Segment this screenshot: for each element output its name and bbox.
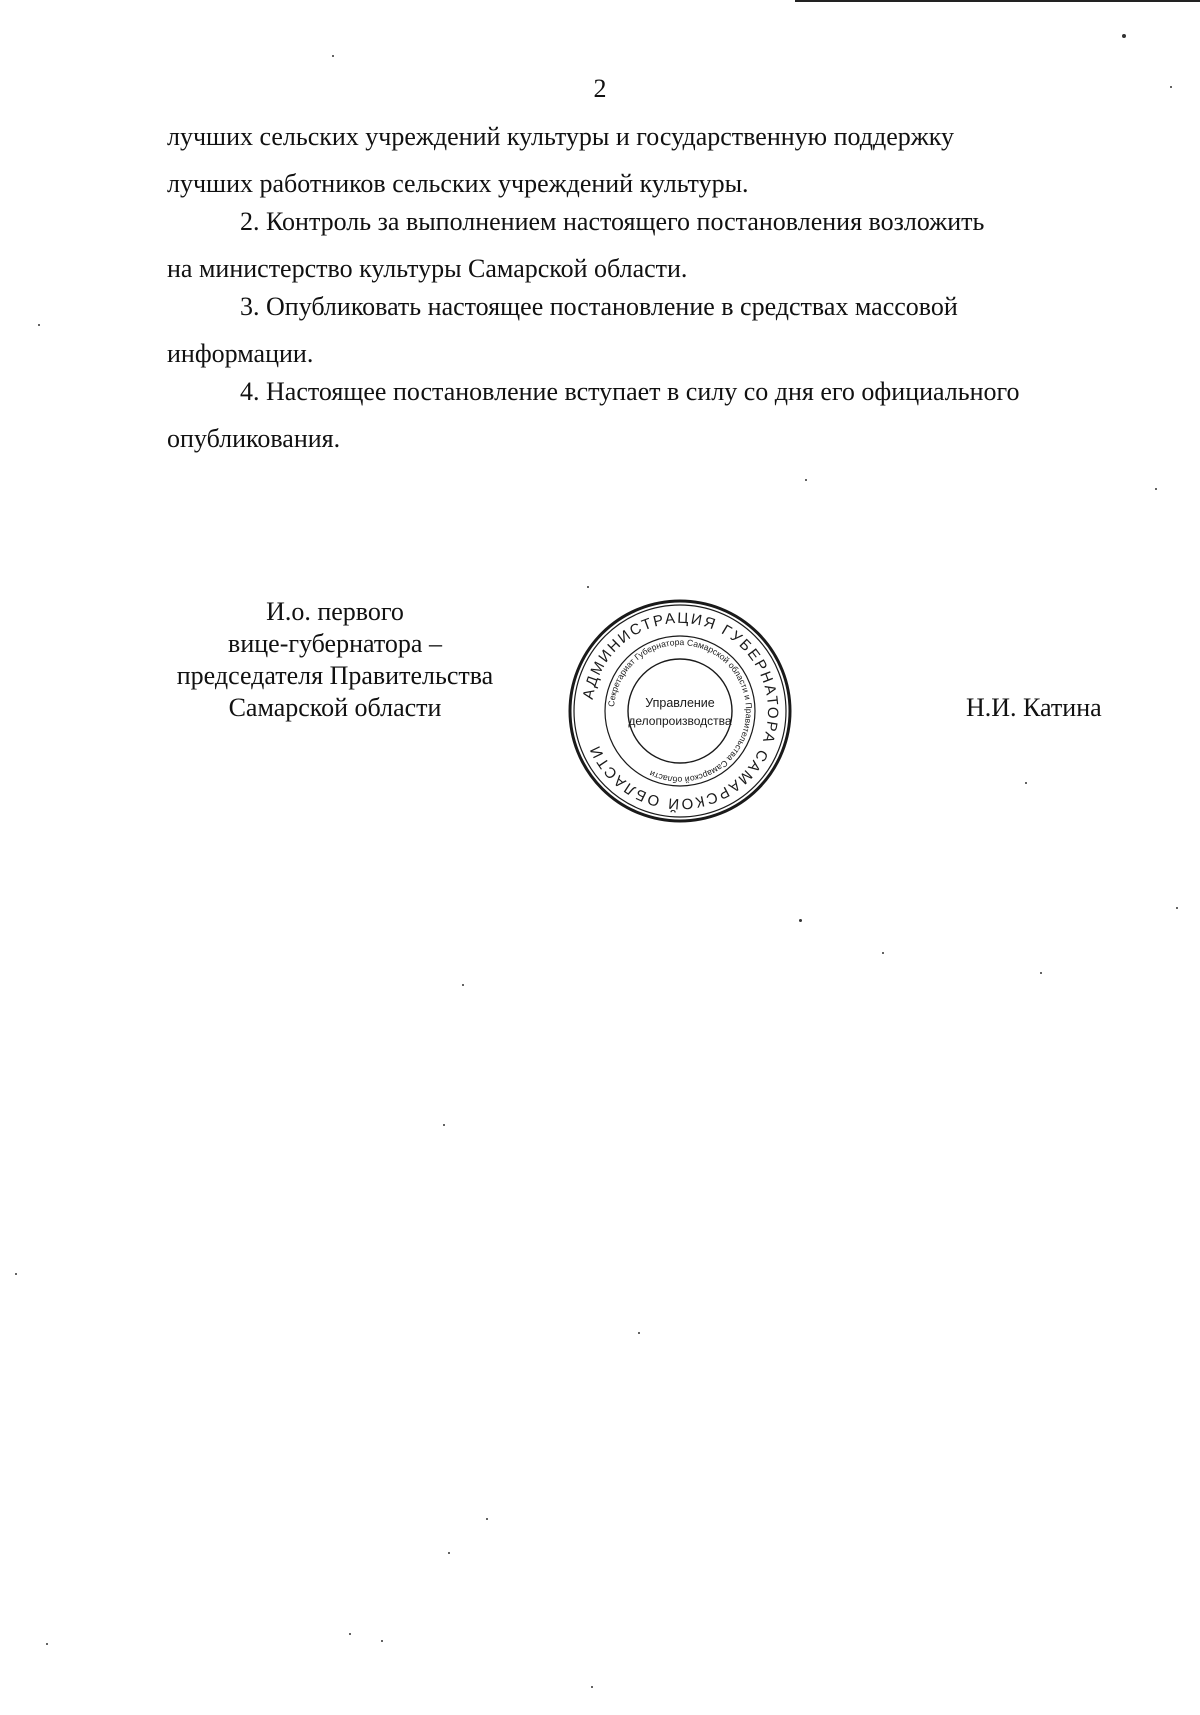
scan-speck	[38, 324, 40, 326]
seal-inner-border	[628, 659, 732, 763]
signatory-title-line: И.о. первого	[266, 597, 404, 626]
top-edge-line	[795, 0, 1200, 2]
scan-speck	[332, 55, 334, 57]
scan-speck	[349, 1633, 351, 1635]
official-seal	[566, 597, 794, 825]
scan-speck	[462, 984, 464, 986]
scan-speck	[1176, 907, 1178, 909]
text-line: 3. Опубликовать настоящее постановление в средствах массовой	[240, 292, 958, 321]
text-line: 4. Настоящее постановление вступает в силу со дня его официального	[240, 377, 1020, 406]
seal-center-line: делопроизводства	[628, 714, 732, 728]
scan-speck	[46, 1643, 48, 1645]
paragraph-item-2	[167, 198, 1122, 292]
scan-speck	[1040, 972, 1042, 974]
text-line: лучших работников сельских учреждений культуры.	[167, 169, 749, 198]
seal-outer-border	[570, 601, 790, 821]
scan-speck	[882, 952, 884, 954]
paragraph-item-4	[167, 368, 1122, 462]
paragraph-item-3	[167, 283, 1122, 377]
scan-speck	[587, 586, 589, 588]
seal-outer-border-thin	[574, 605, 786, 817]
text-line: информации.	[167, 339, 314, 368]
scan-speck	[486, 1518, 488, 1520]
signatory-title-line: вице-губернатора –	[228, 629, 442, 658]
seal-inner-text: Секретариат Губернатора Самарской области и Правительства Самарской области	[606, 636, 755, 786]
signatory-title	[155, 596, 515, 724]
scan-speck	[1025, 782, 1027, 784]
text-line: на министерство культуры Самарской области.	[167, 254, 688, 283]
scan-speck	[1155, 488, 1157, 490]
signatory-title-line: Самарской области	[228, 693, 442, 722]
scan-speck	[1170, 86, 1172, 88]
scan-speck	[805, 479, 807, 481]
scan-speck	[1122, 34, 1126, 38]
scan-speck	[448, 1552, 450, 1554]
paragraph-continuation	[167, 113, 1122, 207]
scan-speck	[799, 919, 802, 922]
text-line: 2. Контроль за выполнением настоящего постановления возложить	[240, 207, 985, 236]
scan-speck	[443, 1124, 445, 1126]
scan-speck	[381, 1640, 383, 1642]
page-number: 2	[593, 74, 607, 103]
scan-speck	[591, 1686, 593, 1688]
scan-speck	[638, 1332, 640, 1334]
signatory-name: Н.И. Катина	[966, 693, 1102, 722]
text-line: опубликования.	[167, 424, 341, 453]
scan-speck	[15, 1273, 17, 1275]
seal-center-line: Управление	[645, 696, 715, 710]
signatory-title-line: председателя Правительства	[176, 661, 494, 690]
seal-outer-text: АДМИНИСТРАЦИЯ ГУБЕРНАТОРА САМАРСКОЙ ОБЛАСТИ	[579, 609, 782, 813]
text-line: лучших сельских учреждений культуры и государственную поддержку	[167, 122, 954, 151]
